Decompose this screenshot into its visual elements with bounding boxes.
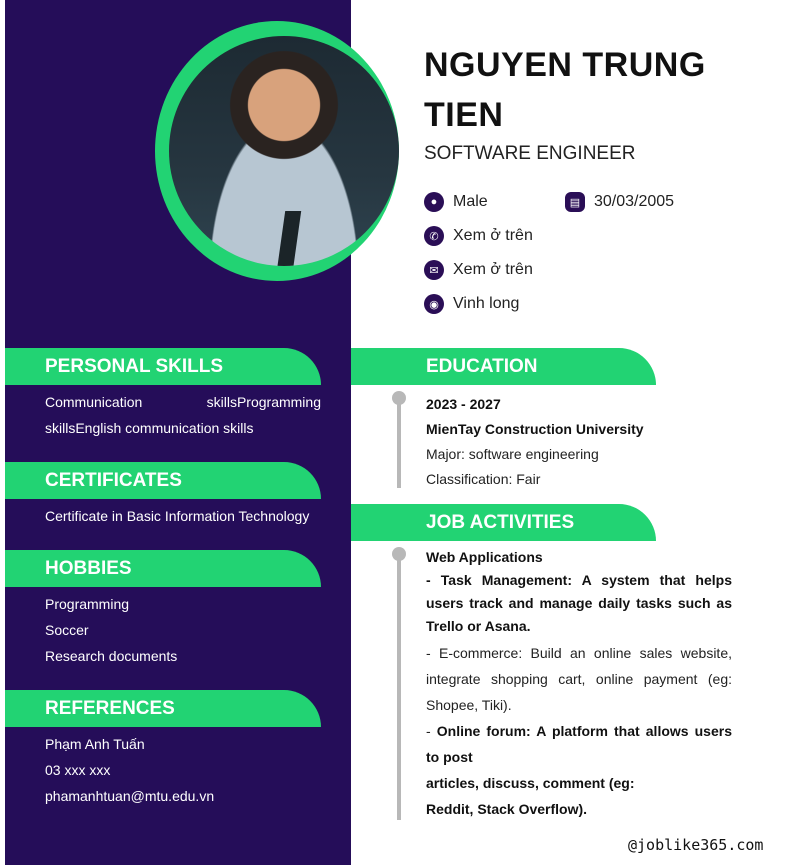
skills-heading: PERSONAL SKILLS [5, 348, 321, 385]
address-value: Vinh long [453, 295, 520, 312]
job-ecommerce: - E-commerce: Build an online sales website, integrate shopping cart, online payment (eg: Shopee, Tiki). [426, 645, 732, 713]
job-forum-bold: Online forum: A platform that allows users to post [426, 723, 732, 765]
job-title: SOFTWARE ENGINEER [424, 143, 636, 164]
dob-info [565, 192, 674, 212]
education-major: Major: software engineering [426, 446, 599, 462]
education-period: 2023 - 2027 [426, 396, 501, 412]
job-task-management: - Task Management: A system that helps users track and manage daily tasks such as Trello or Asana. [426, 572, 732, 634]
user-icon: ● [424, 192, 444, 212]
phone-info [424, 226, 533, 246]
skills-text: Communication skillsProgramming skillsEnglish communication skills [45, 394, 321, 436]
job-forum-prefix: - [426, 723, 437, 739]
education-school: MienTay Construction University [426, 421, 644, 437]
mail-icon: ✉ [424, 260, 444, 280]
hobby-item: Research documents [45, 648, 178, 664]
job-forum-line2: articles, discuss, comment (eg: [426, 775, 635, 791]
email-info [424, 260, 533, 280]
hobby-item: Soccer [45, 622, 89, 638]
location-icon: ◉ [424, 294, 444, 314]
reference-email: phamanhtuan@mtu.edu.vn [45, 788, 215, 804]
education-heading: EDUCATION [351, 348, 656, 385]
job-heading: Web Applications [426, 549, 543, 565]
hobbies-list [45, 591, 321, 669]
reference-name: Phạm Anh Tuấn [45, 736, 145, 752]
education-timeline [397, 398, 401, 488]
phone-icon: ✆ [424, 226, 444, 246]
references-heading: REFERENCES [5, 690, 321, 727]
jobs-timeline-dot [392, 547, 406, 561]
references-list [45, 731, 321, 809]
job-forum-line3: Reddit, Stack Overflow). [426, 801, 588, 817]
jobs-entry [426, 546, 732, 822]
hobbies-heading: HOBBIES [5, 550, 321, 587]
gender-info [424, 192, 488, 212]
reference-phone: 03 xxx xxx [45, 762, 111, 778]
jobs-heading: JOB ACTIVITIES [351, 504, 656, 541]
hobby-item: Programming [45, 596, 130, 612]
education-timeline-dot [392, 391, 406, 405]
job-forum [426, 718, 732, 770]
address-info [424, 294, 519, 314]
email-value: Xem ở trên [453, 261, 533, 278]
jobs-timeline [397, 554, 401, 820]
gender-value: Male [453, 193, 488, 210]
calendar-icon: ▤ [565, 192, 585, 212]
dob-value: 30/03/2005 [594, 193, 675, 210]
education-classification: Classification: Fair [426, 471, 541, 487]
phone-value: Xem ở trên [453, 227, 533, 244]
watermark: @joblike365.com [628, 836, 764, 854]
profile-photo [169, 36, 399, 266]
certificates-heading: CERTIFICATES [5, 462, 321, 499]
education-entry [426, 392, 732, 492]
candidate-name: NGUYEN TRUNG TIEN [424, 46, 706, 134]
certificate-item: Certificate in Basic Information Technology [45, 508, 310, 524]
